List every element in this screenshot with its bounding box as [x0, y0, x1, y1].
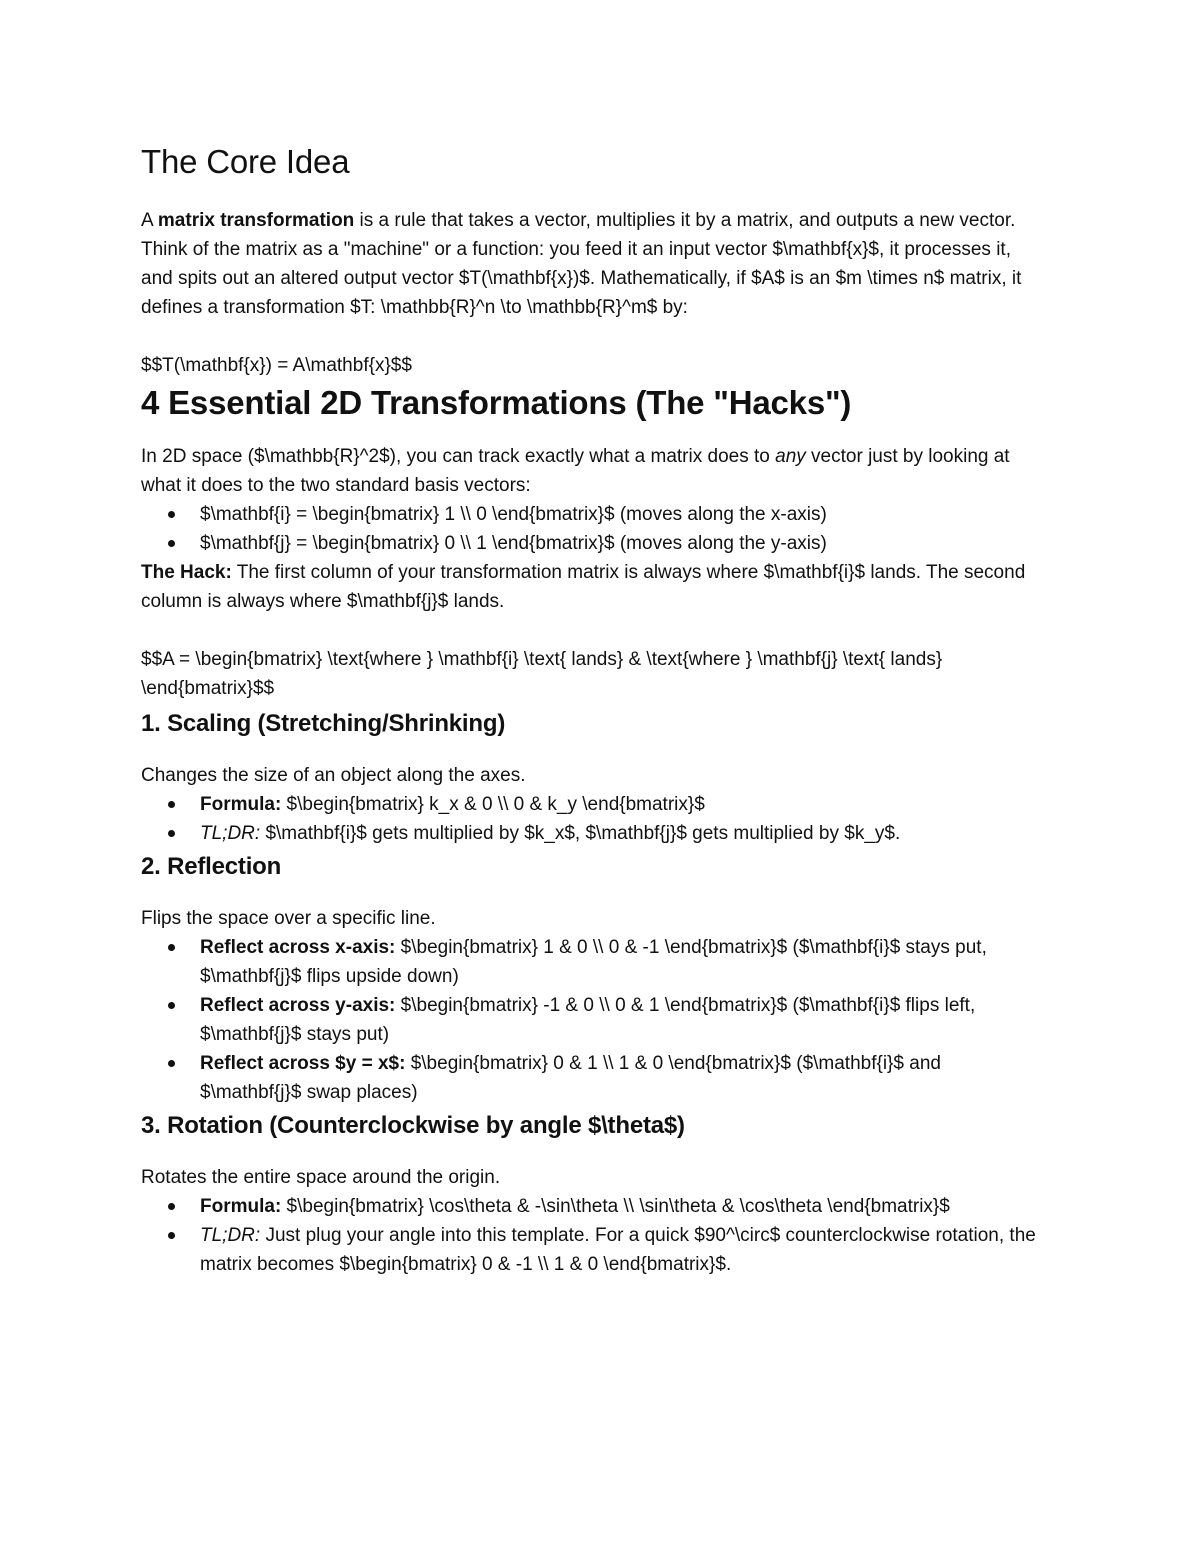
core-idea-paragraph: [141, 206, 1041, 322]
list-item-text: $\begin{bmatrix} 0 & 1 \\ 1 & 0 \end{bmatrix}$ ($\mathbf{i}$ and $\mathbf{j}$ swap places): [200, 1053, 941, 1103]
rotation-heading: 3. Rotation (Counterclockwise by angle $\theta$): [141, 1112, 685, 1139]
spacer: [141, 1143, 1041, 1163]
spacer: [141, 616, 1041, 645]
text-span: In 2D space ($\mathbb{R}^2$), you can track exactly what a matrix does to: [141, 446, 776, 467]
spacer: [141, 184, 1041, 206]
bullet-icon: [168, 1203, 175, 1210]
hack-paragraph: [141, 558, 1041, 616]
hack-label: The Hack:: [141, 562, 232, 583]
scaling-description: Changes the size of an object along the axes.: [141, 765, 526, 786]
text-span: is a rule that takes a vector, multiplies it by a matrix, and outputs a new vector. Think of the matrix as a "machine" or a function: you feed it an input vector $\mathbf{x}$, it processes it, and spits out an altered output vector $T(\mathbf{x})$. Mathematically, if $A$ is an $m \times n$ matrix, it defines a transformation $T: \mathbb{R}^n \to \mathbb{R}^m$ by:: [141, 210, 1022, 318]
document-page: [141, 140, 1041, 1279]
bullet-icon: [168, 830, 175, 837]
bullet-icon: [168, 511, 175, 518]
scaling-list: [141, 790, 1041, 848]
core-formula: $$T(\mathbf{x}) = A\mathbf{x}$$: [141, 355, 412, 376]
item-label: TL;DR:: [200, 1225, 261, 1246]
text-span: A: [141, 210, 158, 231]
bold-term: matrix transformation: [157, 210, 355, 231]
bullet-icon: [168, 1232, 175, 1239]
essential-heading: 4 Essential 2D Transformations (The "Hacks"): [141, 384, 852, 421]
list-item: [141, 500, 1041, 529]
core-idea-heading: The Core Idea: [141, 143, 350, 180]
list-item: [141, 819, 1041, 848]
list-item: [141, 529, 1041, 558]
text-span: vector just by looking at what it does to the two standard basis vectors:: [141, 446, 1010, 496]
reflection-description: Flips the space over a specific line.: [141, 908, 436, 929]
spacer: [141, 884, 1041, 904]
bullet-icon: [168, 540, 175, 547]
hack-formula: $$A = \begin{bmatrix} \text{where } \mathbf{i} \text{ lands} & \text{where } \mathbf{j} \text{ lands} \end{bmatrix}$$: [141, 649, 943, 699]
item-label: Reflect across x-axis:: [200, 937, 396, 958]
spacer: [141, 426, 1041, 442]
reflection-heading: 2. Reflection: [141, 853, 282, 880]
list-item-text: $\begin{bmatrix} k_x & 0 \\ 0 & k_y \end{bmatrix}$: [281, 794, 705, 815]
rotation-description: Rotates the entire space around the origin.: [141, 1167, 501, 1188]
list-item-text: $\begin{bmatrix} 1 & 0 \\ 0 & -1 \end{bmatrix}$ ($\mathbf{i}$ stays put, $\mathbf{j}$ flips upside down): [200, 937, 987, 987]
list-item-text: $\begin{bmatrix} \cos\theta & -\sin\theta \\ \sin\theta & \cos\theta \end{bmatrix}$: [281, 1196, 950, 1217]
text-span: The first column of your transformation matrix is always where $\mathbf{i}$ lands. The second column is always where $\mathbf{j}$ lands.: [141, 562, 1026, 612]
bullet-icon: [168, 1060, 175, 1067]
item-label: Formula:: [200, 1196, 282, 1217]
item-label: Reflect across y-axis:: [200, 995, 396, 1016]
bullet-icon: [168, 944, 175, 951]
spacer: [141, 322, 1041, 351]
list-item-text: $\mathbf{j} = \begin{bmatrix} 0 \\ 1 \end{bmatrix}$ (moves along the y-axis): [200, 533, 827, 554]
item-label: TL;DR:: [200, 823, 261, 844]
essential-intro: [141, 442, 1041, 500]
list-item: [141, 790, 1041, 819]
list-item-text: Just plug your angle into this template. For a quick $90^\circ$ counterclockwise rotation, the matrix becomes $\begin{bmatrix} 0 & -1 \\ 1 & 0 \end{bmatrix}$.: [200, 1225, 1036, 1275]
bullet-icon: [168, 801, 175, 808]
list-item-text: $\mathbf{i} = \begin{bmatrix} 1 \\ 0 \end{bmatrix}$ (moves along the x-axis): [200, 504, 827, 525]
item-label: Reflect across $y = x$:: [200, 1053, 406, 1074]
reflection-list: [141, 933, 1041, 1107]
scaling-heading: 1. Scaling (Stretching/Shrinking): [141, 710, 506, 737]
list-item: [141, 1221, 1041, 1279]
spacer: [141, 741, 1041, 761]
basis-vector-list: [141, 500, 1041, 558]
list-item: [141, 933, 1041, 991]
rotation-list: [141, 1192, 1041, 1279]
list-item-text: $\mathbf{i}$ gets multiplied by $k_x$, $\mathbf{j}$ gets multiplied by $k_y$.: [260, 823, 901, 844]
item-label: Formula:: [200, 794, 282, 815]
list-item: [141, 1192, 1041, 1221]
bullet-icon: [168, 1002, 175, 1009]
list-item: [141, 1049, 1041, 1107]
list-item-text: $\begin{bmatrix} -1 & 0 \\ 0 & 1 \end{bmatrix}$ ($\mathbf{i}$ flips left, $\mathbf{j}$ stays put): [200, 995, 976, 1045]
italic-term: any: [775, 446, 806, 467]
list-item: [141, 991, 1041, 1049]
